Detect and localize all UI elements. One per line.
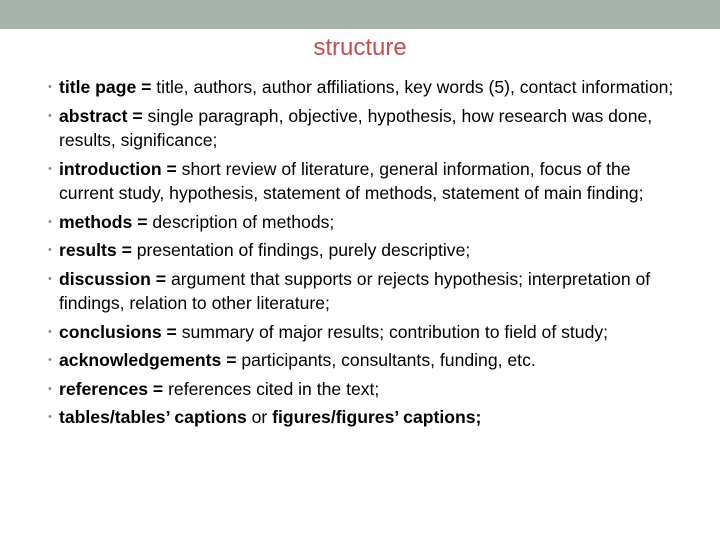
item-term: abstract bbox=[59, 105, 128, 126]
item-term: acknowledgements bbox=[59, 350, 222, 370]
item-term: discussion bbox=[59, 268, 151, 289]
item-text: figures/figures’ captions; bbox=[272, 407, 482, 427]
item-text: references cited in the text; bbox=[168, 378, 380, 399]
item-separator: or bbox=[246, 407, 273, 427]
item-separator: = bbox=[148, 378, 169, 399]
bullet-dot-icon: • bbox=[48, 354, 52, 366]
bullet-dot-icon: • bbox=[48, 244, 52, 256]
item-separator: = bbox=[136, 77, 157, 97]
bullet-dot-icon: • bbox=[48, 81, 52, 93]
item-term: references bbox=[59, 378, 149, 399]
list-item bbox=[48, 210, 688, 235]
item-text: participants, consultants, funding, etc. bbox=[241, 350, 536, 370]
item-term: title page bbox=[59, 77, 137, 97]
bullet-dot-icon: • bbox=[48, 162, 52, 175]
list-item bbox=[48, 104, 688, 153]
item-term: results bbox=[59, 240, 117, 260]
item-separator: = bbox=[150, 268, 171, 289]
item-term: introduction bbox=[59, 158, 162, 179]
slide-title bbox=[0, 34, 720, 62]
list-item bbox=[48, 405, 688, 430]
bullet-dot-icon: • bbox=[48, 382, 52, 395]
list-item bbox=[48, 238, 688, 263]
bullet-dot-icon: • bbox=[48, 325, 52, 338]
item-separator: = bbox=[116, 240, 137, 260]
item-text: argument that supports or rejects hypothesis; interpretation of findings, relation to other literature; bbox=[59, 268, 651, 313]
item-text: presentation of findings, purely descriptive; bbox=[136, 240, 471, 260]
item-text: description of methods; bbox=[152, 211, 335, 232]
list-item bbox=[48, 348, 688, 373]
list-item bbox=[48, 267, 688, 316]
list-item bbox=[48, 157, 688, 206]
list-item bbox=[48, 75, 688, 100]
item-separator: = bbox=[132, 211, 153, 232]
list-item bbox=[48, 377, 688, 402]
item-text: summary of major results; contribution to field of study; bbox=[181, 321, 609, 342]
item-term: tables/tables’ captions bbox=[59, 407, 247, 427]
item-separator: = bbox=[161, 158, 182, 179]
item-term: methods bbox=[59, 211, 133, 232]
item-separator: = bbox=[221, 350, 242, 370]
bullet-dot-icon: • bbox=[48, 272, 52, 285]
slide-title-text: structure bbox=[313, 34, 407, 61]
list-item bbox=[48, 320, 688, 345]
item-text: single paragraph, objective, hypothesis, how research was done, results, significance; bbox=[59, 105, 653, 150]
item-separator: = bbox=[127, 105, 148, 126]
item-text: title, authors, author affiliations, key words (5), contact information; bbox=[156, 77, 674, 97]
bullet-list bbox=[48, 75, 688, 434]
top-accent-bar bbox=[0, 0, 720, 29]
bullet-dot-icon: • bbox=[48, 109, 52, 122]
bullet-dot-icon: • bbox=[48, 215, 52, 228]
bullet-dot-icon: • bbox=[48, 411, 52, 423]
item-term: conclusions bbox=[59, 321, 162, 342]
item-text: short review of literature, general information, focus of the current study, hypothesis, statement of methods, statement of main finding; bbox=[59, 158, 644, 203]
item-separator: = bbox=[161, 321, 182, 342]
